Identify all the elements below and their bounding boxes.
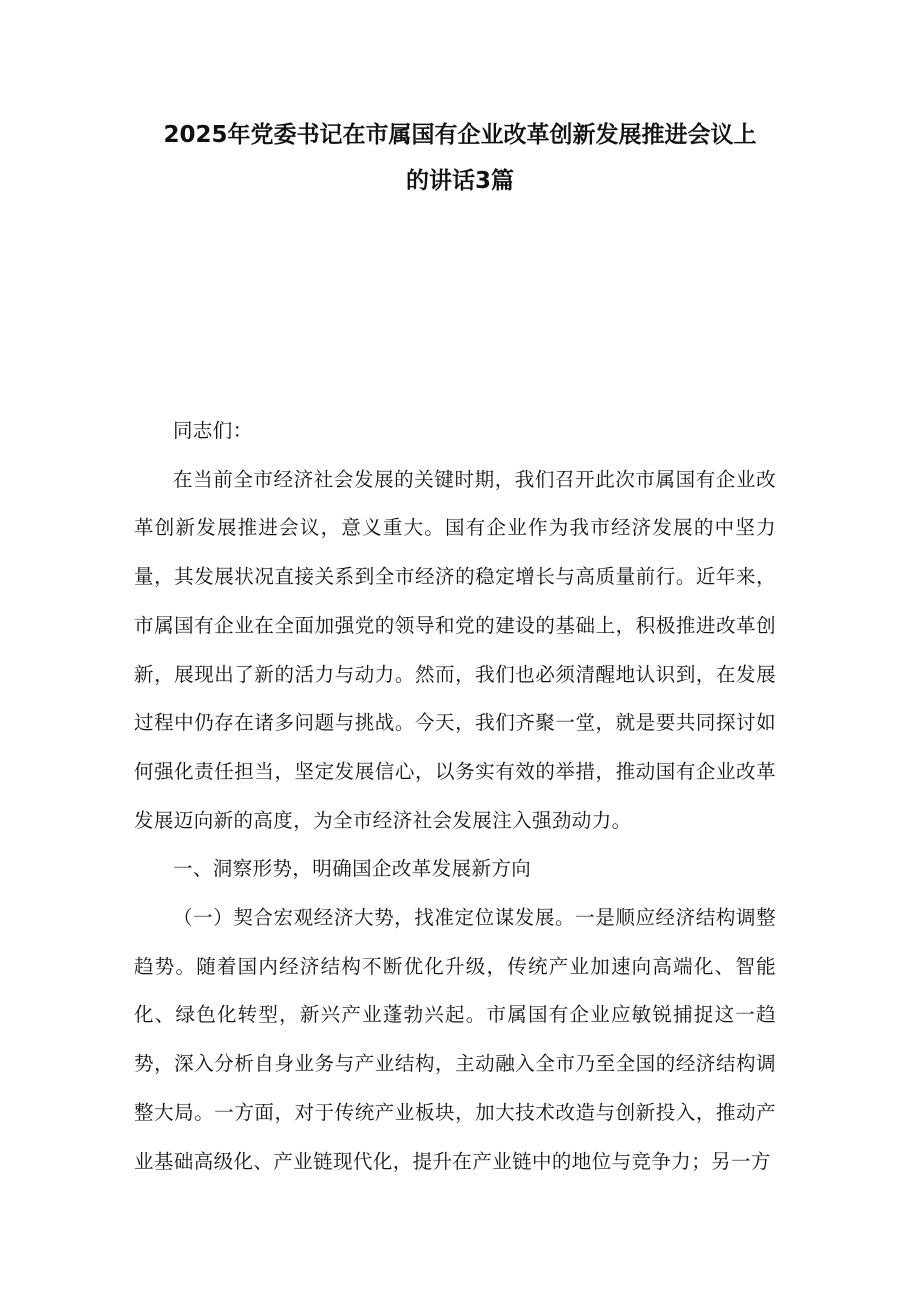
title-line-1: 2025年党委书记在市属国有企业改革创新发展推进会议上 [163,122,757,148]
paragraph-intro: 在当前全市经济社会发展的关键时期，我们召开此次市属国有企业改革创新发展推进会议，意义重大。国有企业作为我市经济发展的中坚力量，其发展状况直接关系到全市经济的稳定增长与高质量前行。近年来，市属国有企业在全面加强党的领导和党的建设的基础上，积极推进改革创新，展现出了新的活力与动力。然而，我们也必须清醒地认识到，在发展过程中仍存在诸多问题与挑战。今天，我们齐聚一堂，就是要共同探讨如何强化责任担当，坚定发展信心，以务实有效的举措，推动国有企业改革发展迈向新的高度，为全市经济社会发展注入强劲动力。 [134,467,776,832]
section-heading-1: 一、洞察形势，明确国企改革发展新方向 [173,857,532,881]
document-title [130,112,790,204]
title-line-2: 的讲话3篇 [405,168,514,194]
paragraph-subsection-1: （一）契合宏观经济大势，找准定位谋发展。一是顺应经济结构调整趋势。随着国内经济结构不断优化升级，传统产业加速向高端化、智能化、绿色化转型，新兴产业蓬勃兴起。市属国有企业应敏锐捕捉这一趋势，深入分析自身业务与产业结构，主动融入全市乃至全国的经济结构调整大局。一方面，对于传统产业板块，加大技术改造与创新投入，推动产业基础高级化、产业链现代化，提升在产业链中的地位与竞争力；另一方 [134,906,776,1173]
salutation: 同志们： [173,419,253,442]
document-body [134,407,776,1186]
